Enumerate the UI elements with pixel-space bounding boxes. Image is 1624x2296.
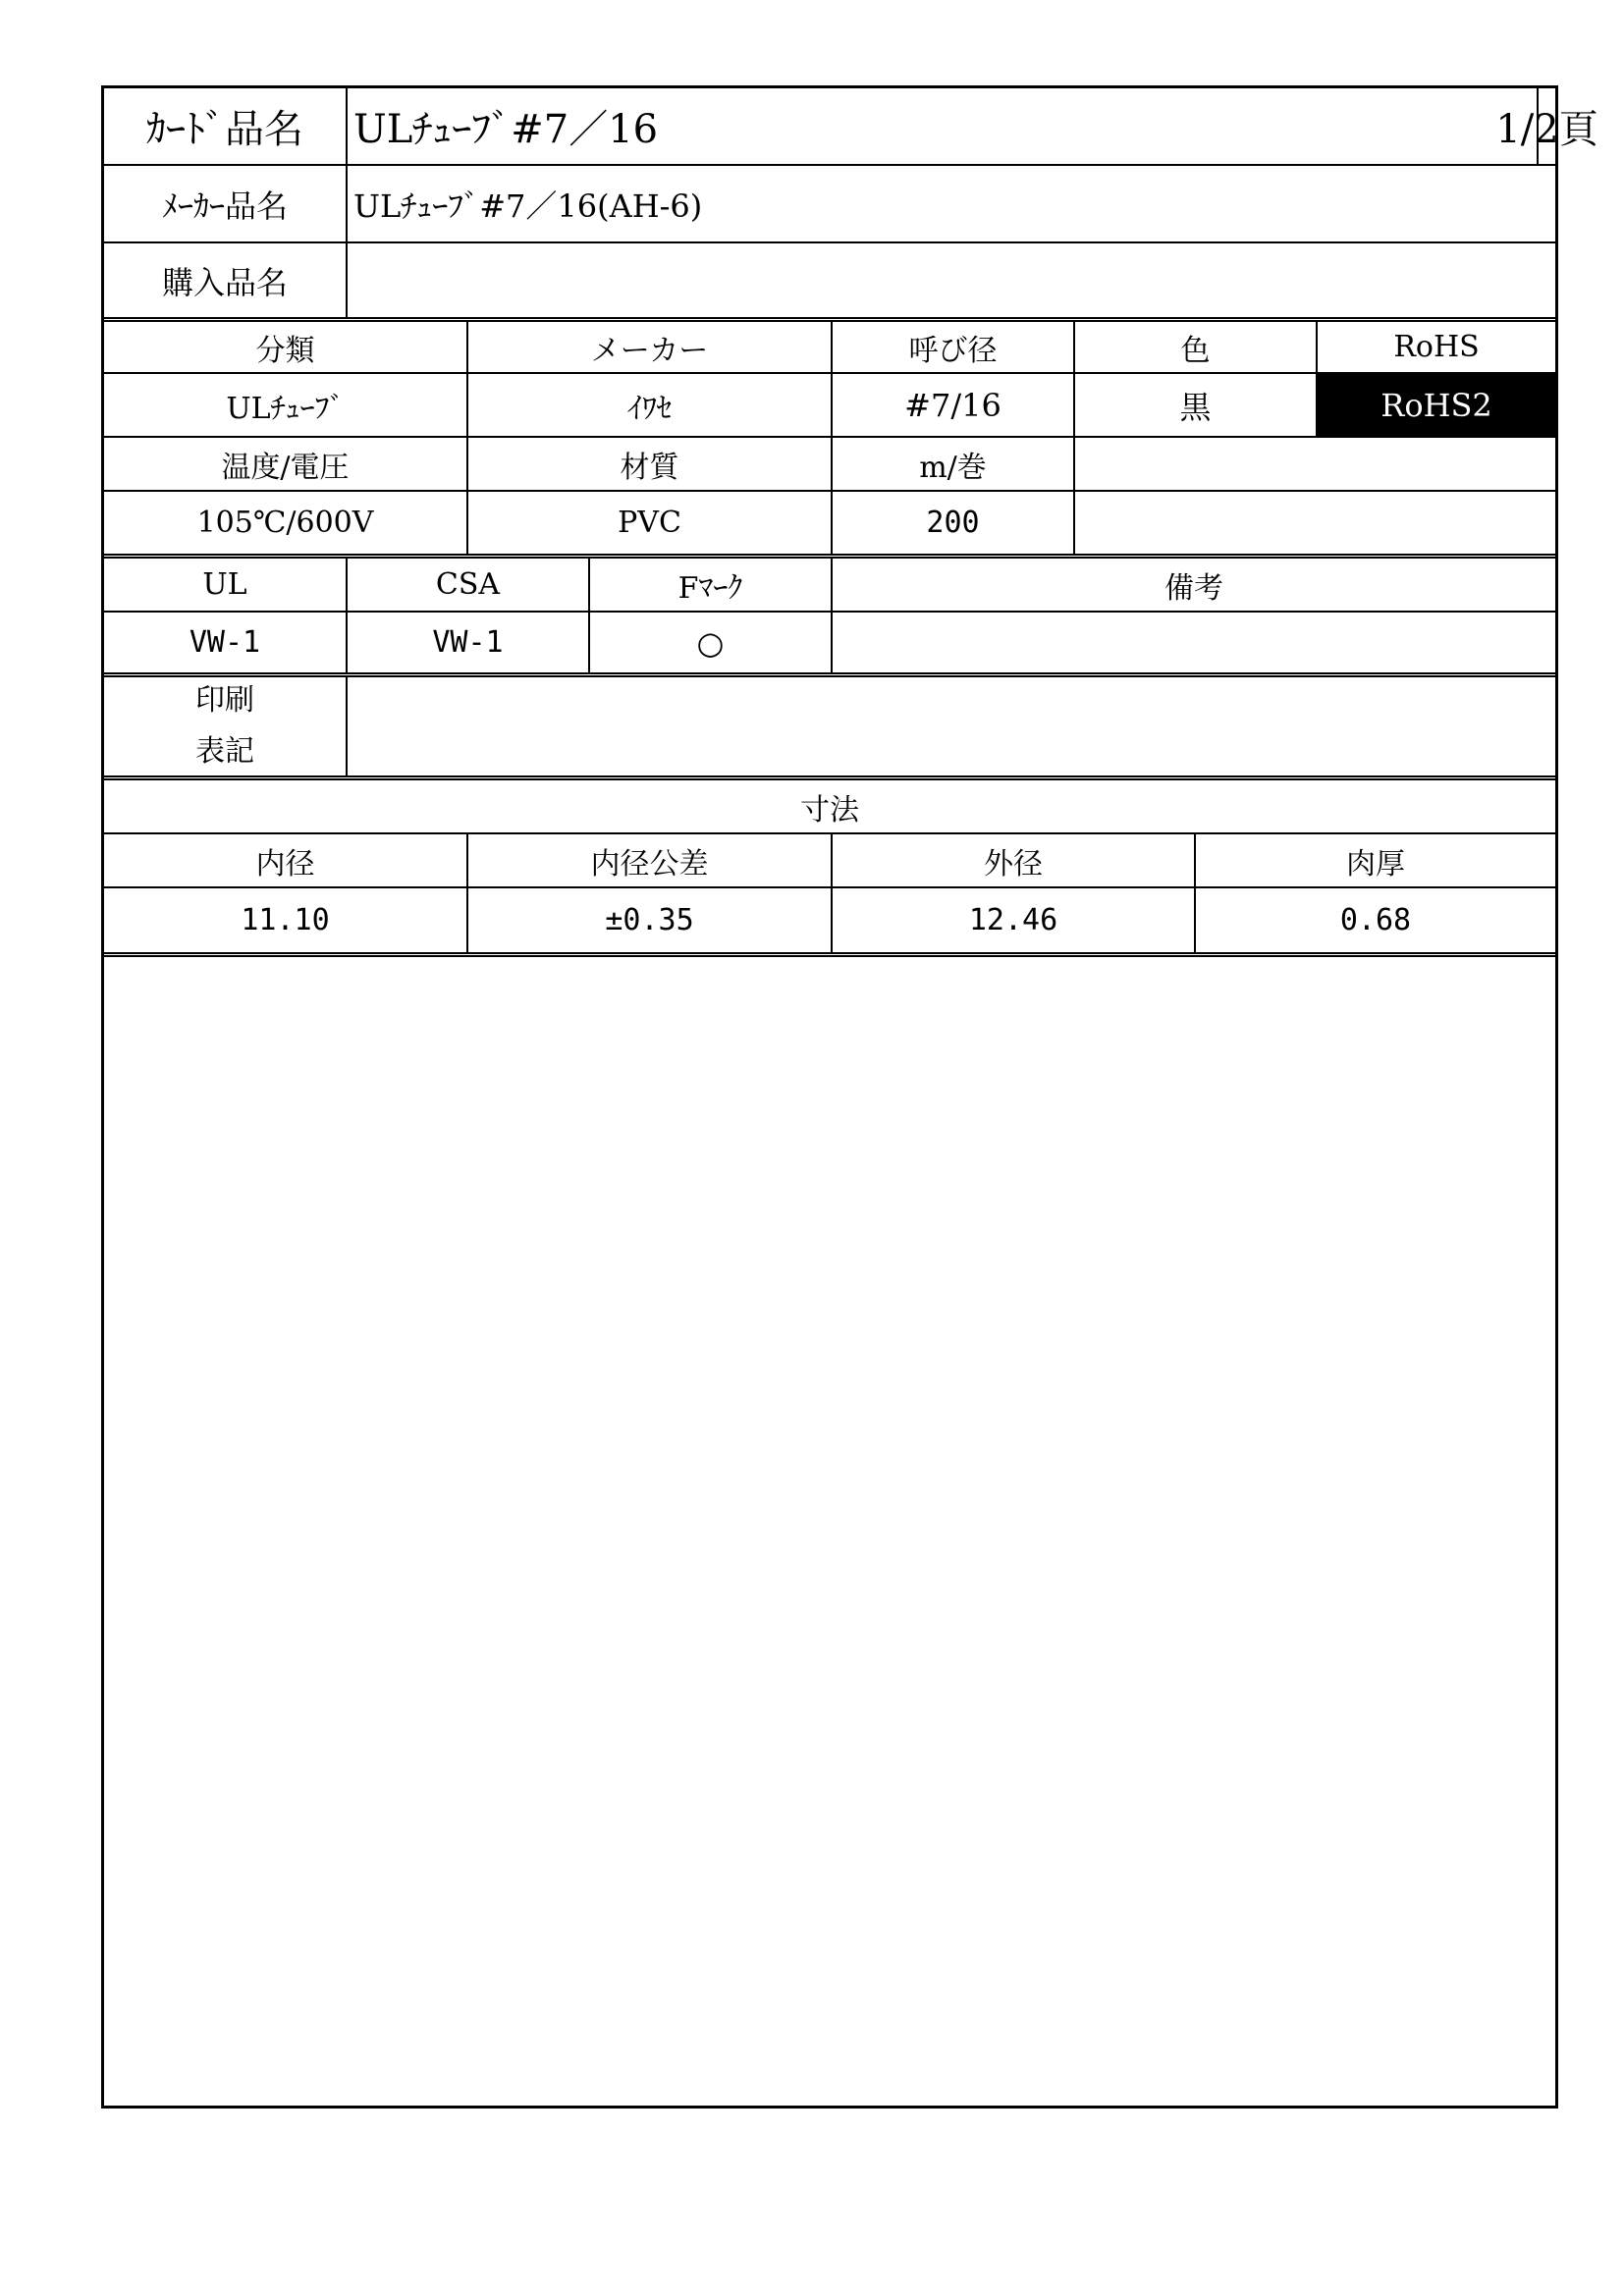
nominal-diameter-label: 呼び径 — [833, 322, 1075, 372]
fmark-value: ○ — [590, 613, 833, 672]
material-value: PVC — [468, 492, 833, 554]
purchase-name-row — [104, 243, 1555, 322]
print-value — [348, 677, 1555, 775]
fmark-label: Fﾏｰｸ — [590, 559, 833, 611]
per-roll-value: 200 — [833, 492, 1075, 554]
remarks-label: 備考 — [1164, 570, 1223, 606]
card-name-label: ｶｰﾄﾞ品名 — [104, 88, 348, 164]
maker-name-value: ULﾁｭｰﾌﾞ#7／16(AH-6) — [353, 187, 703, 225]
wall-thickness-value: 0.68 — [1339, 903, 1412, 937]
ul-label: UL — [104, 559, 348, 611]
inner-tolerance-label: 内径公差 — [468, 834, 833, 886]
dimensions-title-row — [104, 780, 1555, 834]
wall-thickness-label: 肉厚 — [1346, 846, 1405, 881]
print-label-line2: 表記 — [195, 734, 254, 769]
standards-label-row — [104, 559, 1555, 613]
dimensions-title: 寸法 — [800, 792, 859, 828]
card-name-row — [104, 88, 1598, 166]
print-label-line1: 印刷 — [195, 683, 254, 718]
classification-label: 分類 — [104, 322, 468, 372]
temp-material-value-row — [104, 492, 1555, 559]
spec-empty-label — [1075, 438, 1555, 490]
maker-label: メーカー — [468, 322, 833, 372]
dimensions-label-row — [104, 834, 1555, 888]
purchase-name-value — [348, 243, 1555, 317]
print-label — [104, 677, 348, 775]
inner-diameter-label: 内径 — [104, 834, 468, 886]
color-label: 色 — [1075, 322, 1318, 372]
outer-diameter-value: 12.46 — [833, 888, 1196, 952]
temp-voltage-value: 105℃/600V — [104, 492, 468, 554]
classification-value: ULﾁｭｰﾌﾞ — [104, 374, 468, 436]
per-roll-label: m/巻 — [833, 438, 1075, 490]
drawing-area — [104, 957, 1555, 2106]
spec-label-row — [104, 322, 1555, 374]
standards-value-row — [104, 613, 1555, 677]
maker-name-label: ﾒｰｶｰ品名 — [104, 166, 348, 241]
rohs-value-badge: RoHS2 — [1318, 374, 1555, 436]
csa-label: CSA — [348, 559, 590, 611]
print-row — [104, 677, 1555, 780]
remarks-value — [833, 613, 1555, 672]
spec-empty-value — [1075, 492, 1555, 554]
inner-diameter-value: 11.10 — [104, 888, 468, 952]
rohs-label: RoHS — [1393, 330, 1480, 364]
product-card — [101, 85, 1598, 2109]
inner-tolerance-value: ±0.35 — [468, 888, 833, 952]
color-value: 黒 — [1075, 374, 1318, 436]
page-indicator: 1/2頁 — [1495, 107, 1598, 152]
csa-value: VW-1 — [348, 613, 590, 672]
purchase-name-label: 購入品名 — [104, 243, 348, 317]
temp-voltage-label: 温度/電圧 — [104, 438, 468, 490]
maker-name-row — [104, 166, 1555, 243]
material-label: 材質 — [468, 438, 833, 490]
card-name-value: ULﾁｭｰﾌﾞ#7／16 — [348, 88, 1539, 164]
dimensions-value-row — [104, 888, 1555, 957]
spec-value-row — [104, 374, 1555, 438]
nominal-diameter-value: #7/16 — [833, 374, 1075, 436]
temp-material-label-row — [104, 438, 1555, 492]
ul-value: VW-1 — [104, 613, 348, 672]
outer-diameter-label: 外径 — [833, 834, 1196, 886]
maker-value: ｲﾜｾ — [468, 374, 833, 436]
